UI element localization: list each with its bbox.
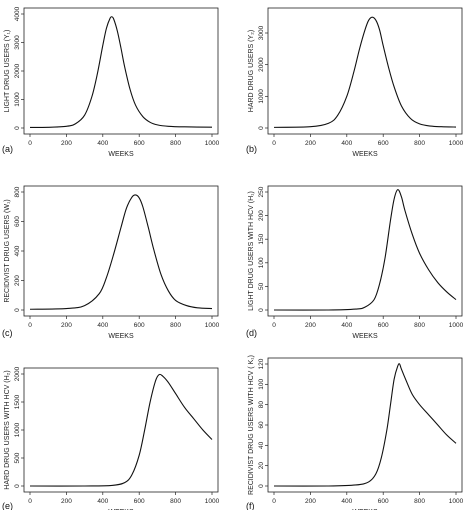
panel-2-x-tick-label: 400 <box>341 140 353 147</box>
panel-3-x-tick-label: 400 <box>97 322 109 329</box>
panel-1-series-line <box>30 17 212 128</box>
panel-2-x-tick-label: 800 <box>414 140 426 147</box>
panel-4-x-tick-label: 800 <box>414 322 426 329</box>
panel-1-x-tick-label: 1000 <box>204 140 220 147</box>
panel-3-x-axis-title: WEEKS <box>108 333 134 340</box>
panel-2-y-tick-label: 0 <box>258 126 265 130</box>
panel-1-y-axis-title: LIGHT DRUG USERS (Y₁) <box>4 29 11 113</box>
panel-4-x-tick-label: 200 <box>304 322 316 329</box>
panel-4-x-tick-label: 1000 <box>448 322 464 329</box>
panel-3-x-tick-label: 600 <box>133 322 145 329</box>
panel-3-panel-label: (c) <box>2 328 13 338</box>
panel-2-y-tick-label: 3000 <box>258 25 265 41</box>
panel-1-x-tick-label: 0 <box>28 140 32 147</box>
panel-5-y-tick-label: 0 <box>14 484 21 488</box>
panel-3-x-tick-label: 800 <box>170 322 182 329</box>
panel-5-y-tick-label: 1000 <box>14 422 21 438</box>
panel-6-x-tick-label: 1000 <box>448 498 464 505</box>
panel-6-x-tick-label: 0 <box>272 498 276 505</box>
panel-2-y-axis-title: HARD DRUG USERS (Y₂) <box>248 29 255 113</box>
panel-1-plot-frame <box>24 8 218 134</box>
panel-5-y-tick-label: 1500 <box>14 394 21 410</box>
panel-1-x-tick-label: 800 <box>170 140 182 147</box>
panel-1-x-axis-title: WEEKS <box>108 151 134 158</box>
panel-3-y-tick-label: 200 <box>14 275 21 286</box>
panel-3-x-tick-label: 1000 <box>204 322 220 329</box>
panel-5-x-tick-label: 0 <box>28 498 32 505</box>
panel-4-y-tick-label: 50 <box>258 282 265 291</box>
panel-6-y-tick-label: 40 <box>258 441 265 449</box>
panel-5-x-tick-label: 1000 <box>204 498 220 505</box>
panel-4-y-tick-label: 150 <box>258 233 265 245</box>
panel-2-x-axis-title: WEEKS <box>352 151 378 158</box>
panel-4-plot-frame <box>268 186 462 316</box>
panel-5-y-axis-title: HARD DRUG USERS WITH HCV (H₂) <box>4 370 11 490</box>
panel-3-y-tick-label: 0 <box>14 308 21 312</box>
panel-5-x-tick-label: 800 <box>170 498 182 505</box>
panel-4-series-line <box>274 190 456 310</box>
panel-1-x-tick-label: 600 <box>133 140 145 147</box>
panel-1-y-tick-label: 0 <box>14 126 21 130</box>
panel-6-y-tick-label: 80 <box>258 401 265 409</box>
panel-6-x-tick-label: 400 <box>341 498 353 505</box>
panel-5-plot-frame <box>24 368 218 492</box>
panel-6-x-tick-label: 800 <box>414 498 426 505</box>
panel-4-x-tick-label: 600 <box>377 322 389 329</box>
panel-4-y-axis-title: LIGHT DRUG USERS WITH HCV (H₁) <box>248 191 255 311</box>
panel-2-x-tick-label: 0 <box>272 140 276 147</box>
panel-1-panel-label: (a) <box>2 144 13 154</box>
panel-4-x-tick-label: 0 <box>272 322 276 329</box>
panel-4-panel-label: (d) <box>246 328 257 338</box>
panel-2-x-tick-label: 600 <box>377 140 389 147</box>
panel-2-y-tick-label: 2000 <box>258 57 265 72</box>
panel-4-y-tick-label: 200 <box>258 210 265 222</box>
panel-5-x-tick-label: 200 <box>60 498 72 505</box>
panel-2-x-tick-label: 200 <box>304 140 316 147</box>
panel-3-y-axis-title: RECIDIVIST DRUG USERS (W₁) <box>4 199 11 303</box>
panel-6-y-tick-label: 0 <box>258 484 265 488</box>
panel-1-x-tick-label: 200 <box>60 140 72 147</box>
panel-3-plot-frame <box>24 186 218 316</box>
panel-4-y-tick-label: 0 <box>258 308 265 312</box>
panel-6-x-tick-label: 200 <box>304 498 316 505</box>
panel-4-x-tick-label: 400 <box>341 322 353 329</box>
panel-3-y-tick-label: 600 <box>14 216 21 227</box>
panel-6-y-tick-label: 60 <box>258 421 265 429</box>
panel-4-y-tick-label: 250 <box>258 186 265 198</box>
panel-3-series-line <box>30 195 212 309</box>
panel-5-x-tick-label: 400 <box>97 498 109 505</box>
panel-6-y-tick-label: 120 <box>258 358 265 370</box>
panel-5-panel-label: (e) <box>2 501 13 510</box>
panel-6-y-axis-title: RECIDIVIST DRUG USERS WITH HCV ( K₁) <box>248 355 255 495</box>
panel-2-panel-label: (b) <box>246 144 257 154</box>
panel-5-series-line <box>30 374 212 486</box>
panel-6-x-tick-label: 600 <box>377 498 389 505</box>
panel-2-plot-frame <box>268 8 462 134</box>
panel-3-x-tick-label: 200 <box>60 322 72 329</box>
panel-3-x-tick-label: 0 <box>28 322 32 329</box>
panel-2-y-tick-label: 1000 <box>258 89 265 104</box>
panel-5-y-tick-label: 2000 <box>14 366 21 382</box>
panel-1-y-tick-label: 4000 <box>14 6 21 22</box>
panel-6-series-line <box>274 364 456 486</box>
panel-1-y-tick-label: 1000 <box>14 92 21 107</box>
panel-6-plot-frame <box>268 358 462 492</box>
panel-1-y-tick-label: 2000 <box>14 63 21 79</box>
panel-2-x-tick-label: 1000 <box>448 140 464 147</box>
panel-3-y-tick-label: 400 <box>14 245 21 257</box>
panel-5-x-tick-label: 600 <box>133 498 145 505</box>
panel-6-y-tick-label: 20 <box>258 462 265 470</box>
panel-6-panel-label: (f) <box>246 501 255 510</box>
panel-6-y-tick-label: 100 <box>258 378 265 390</box>
panel-3-y-tick-label: 800 <box>14 186 21 198</box>
panel-4-x-axis-title: WEEKS <box>352 333 378 340</box>
panel-5-y-tick-label: 500 <box>14 452 21 464</box>
panel-4-y-tick-label: 100 <box>258 257 265 269</box>
panel-2-series-line <box>274 17 456 127</box>
panel-1-x-tick-label: 400 <box>97 140 109 147</box>
panel-1-y-tick-label: 3000 <box>14 35 21 50</box>
